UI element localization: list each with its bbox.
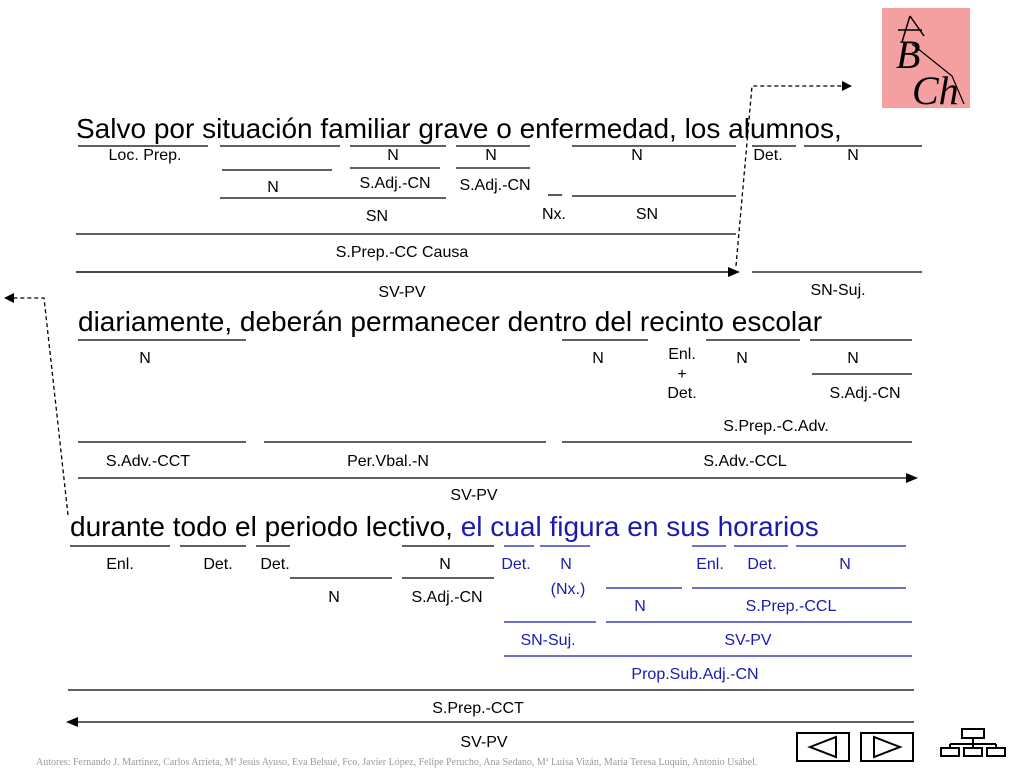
word: situación: [194, 113, 313, 144]
label-n: N: [139, 350, 151, 367]
label-n: N: [328, 589, 340, 606]
word: el: [227, 511, 257, 542]
word: lectivo: [358, 511, 446, 542]
word: ,: [669, 113, 677, 144]
authors-footer: Autores: Fernando J. Martínez, Carlos Arrieta, Mª Jesús Ayuso, Eva Belsué, Fco. Javier López, Felipe Perucho, Ana Sedano, Mª Luisa Vizán, María Teresa Luquin, Antonio Usábel.: [36, 757, 758, 768]
label-sn: SN: [365, 208, 389, 225]
prev-button[interactable]: [796, 732, 850, 762]
word: o: [488, 113, 512, 144]
label-s-prep-c-adv: S.Prep.-C.Adv.: [723, 418, 829, 435]
word: todo: [164, 511, 228, 542]
label-sn-suj: SN-Suj.: [520, 632, 576, 649]
label-plus: +: [677, 366, 687, 383]
sentence-2: [78, 308, 822, 336]
word: familiar: [312, 113, 411, 144]
label-s-adv-ccl: S.Adv.-CCL: [703, 453, 787, 470]
word: escolar: [723, 306, 823, 337]
label-s-prep-cc-causa: S.Prep.-CC Causa: [335, 244, 469, 261]
word: permanecer: [342, 306, 500, 337]
label-s-adj-cn: S.Adj.-CN: [411, 589, 483, 606]
label-sn: SN: [635, 206, 659, 223]
word: deberán: [232, 306, 343, 337]
word: horarios: [709, 511, 819, 542]
label-n: N: [387, 147, 399, 164]
word: alumnos: [720, 113, 834, 144]
label-n: N: [560, 556, 572, 573]
word: en: [619, 511, 659, 542]
label-nx: Nx.: [542, 206, 566, 223]
word: periodo: [256, 511, 359, 542]
label-n: N: [736, 350, 748, 367]
word: los: [676, 113, 721, 144]
triangle-left-icon: [798, 734, 848, 760]
logo: [882, 8, 970, 108]
word: enfermedad: [511, 113, 670, 144]
logo-letters: B: [896, 32, 921, 77]
label-enl: Enl.: [668, 346, 696, 363]
word: durante: [70, 511, 165, 542]
label-n: N: [847, 350, 859, 367]
label-n: N: [267, 179, 279, 196]
word: ,: [224, 306, 233, 337]
word: dentro: [499, 306, 587, 337]
sentence-3: [70, 513, 819, 541]
label-s-prep-ccl: S.Prep.-CCL: [745, 598, 837, 615]
word: por: [146, 113, 195, 144]
triangle-right-icon: [862, 734, 912, 760]
label-s-adj-cn: S.Adj.-CN: [359, 175, 431, 192]
label-enl: Enl.: [696, 556, 724, 573]
sitemap-button[interactable]: [940, 728, 1006, 764]
label-n: N: [839, 556, 851, 573]
label-sn-suj: SN-Suj.: [810, 282, 866, 299]
label-s-adv-cct: S.Adv.-CCT: [105, 453, 191, 470]
label-loc-prep: Loc. Prep.: [108, 147, 182, 164]
word: grave: [410, 113, 489, 144]
label-n: N: [634, 598, 646, 615]
label-per-vbal-n: Per.Vbal.-N: [347, 453, 429, 470]
word: figura: [541, 511, 620, 542]
label-n: N: [439, 556, 451, 573]
label-n: N: [485, 147, 497, 164]
word: recinto: [632, 306, 724, 337]
label-prop-sub-adj-cn: Prop.Sub.Adj.-CN: [631, 666, 759, 683]
word: cual: [482, 511, 542, 542]
word: ,: [834, 113, 842, 144]
label-det: Det.: [667, 385, 697, 402]
label-n: N: [592, 350, 604, 367]
label-det: Det.: [203, 556, 233, 573]
label-sv-pv: SV-PV: [724, 632, 772, 649]
label-s-prep-cct: S.Prep.-CCT: [432, 700, 524, 717]
word: del: [587, 306, 633, 337]
label-sv-pv: SV-PV: [450, 487, 498, 504]
word: sus: [658, 511, 710, 542]
sitemap-icon: [940, 728, 1006, 764]
label-det: Det.: [753, 147, 783, 164]
label-sv-pv: SV-PV: [378, 284, 426, 301]
word: diariamente: [78, 306, 225, 337]
next-button[interactable]: [860, 732, 914, 762]
word: ,: [445, 511, 453, 542]
label-det: Det.: [501, 556, 531, 573]
label-sv-pv: SV-PV: [460, 734, 508, 751]
label-s-adj-cn: S.Adj.-CN: [459, 177, 531, 194]
sentence-1: [76, 115, 842, 143]
label-det: Det.: [747, 556, 777, 573]
label-n: N: [847, 147, 859, 164]
label-s-adj-cn: S.Adj.-CN: [829, 385, 901, 402]
label-nx: (Nx.): [550, 581, 586, 598]
label-enl: Enl.: [106, 556, 134, 573]
label-det: Det.: [260, 556, 290, 573]
word: Salvo: [76, 113, 147, 144]
label-n: N: [631, 147, 643, 164]
logo-icon: [882, 8, 970, 108]
word: el: [452, 511, 483, 542]
svg-text:Ch: Ch: [912, 68, 959, 108]
